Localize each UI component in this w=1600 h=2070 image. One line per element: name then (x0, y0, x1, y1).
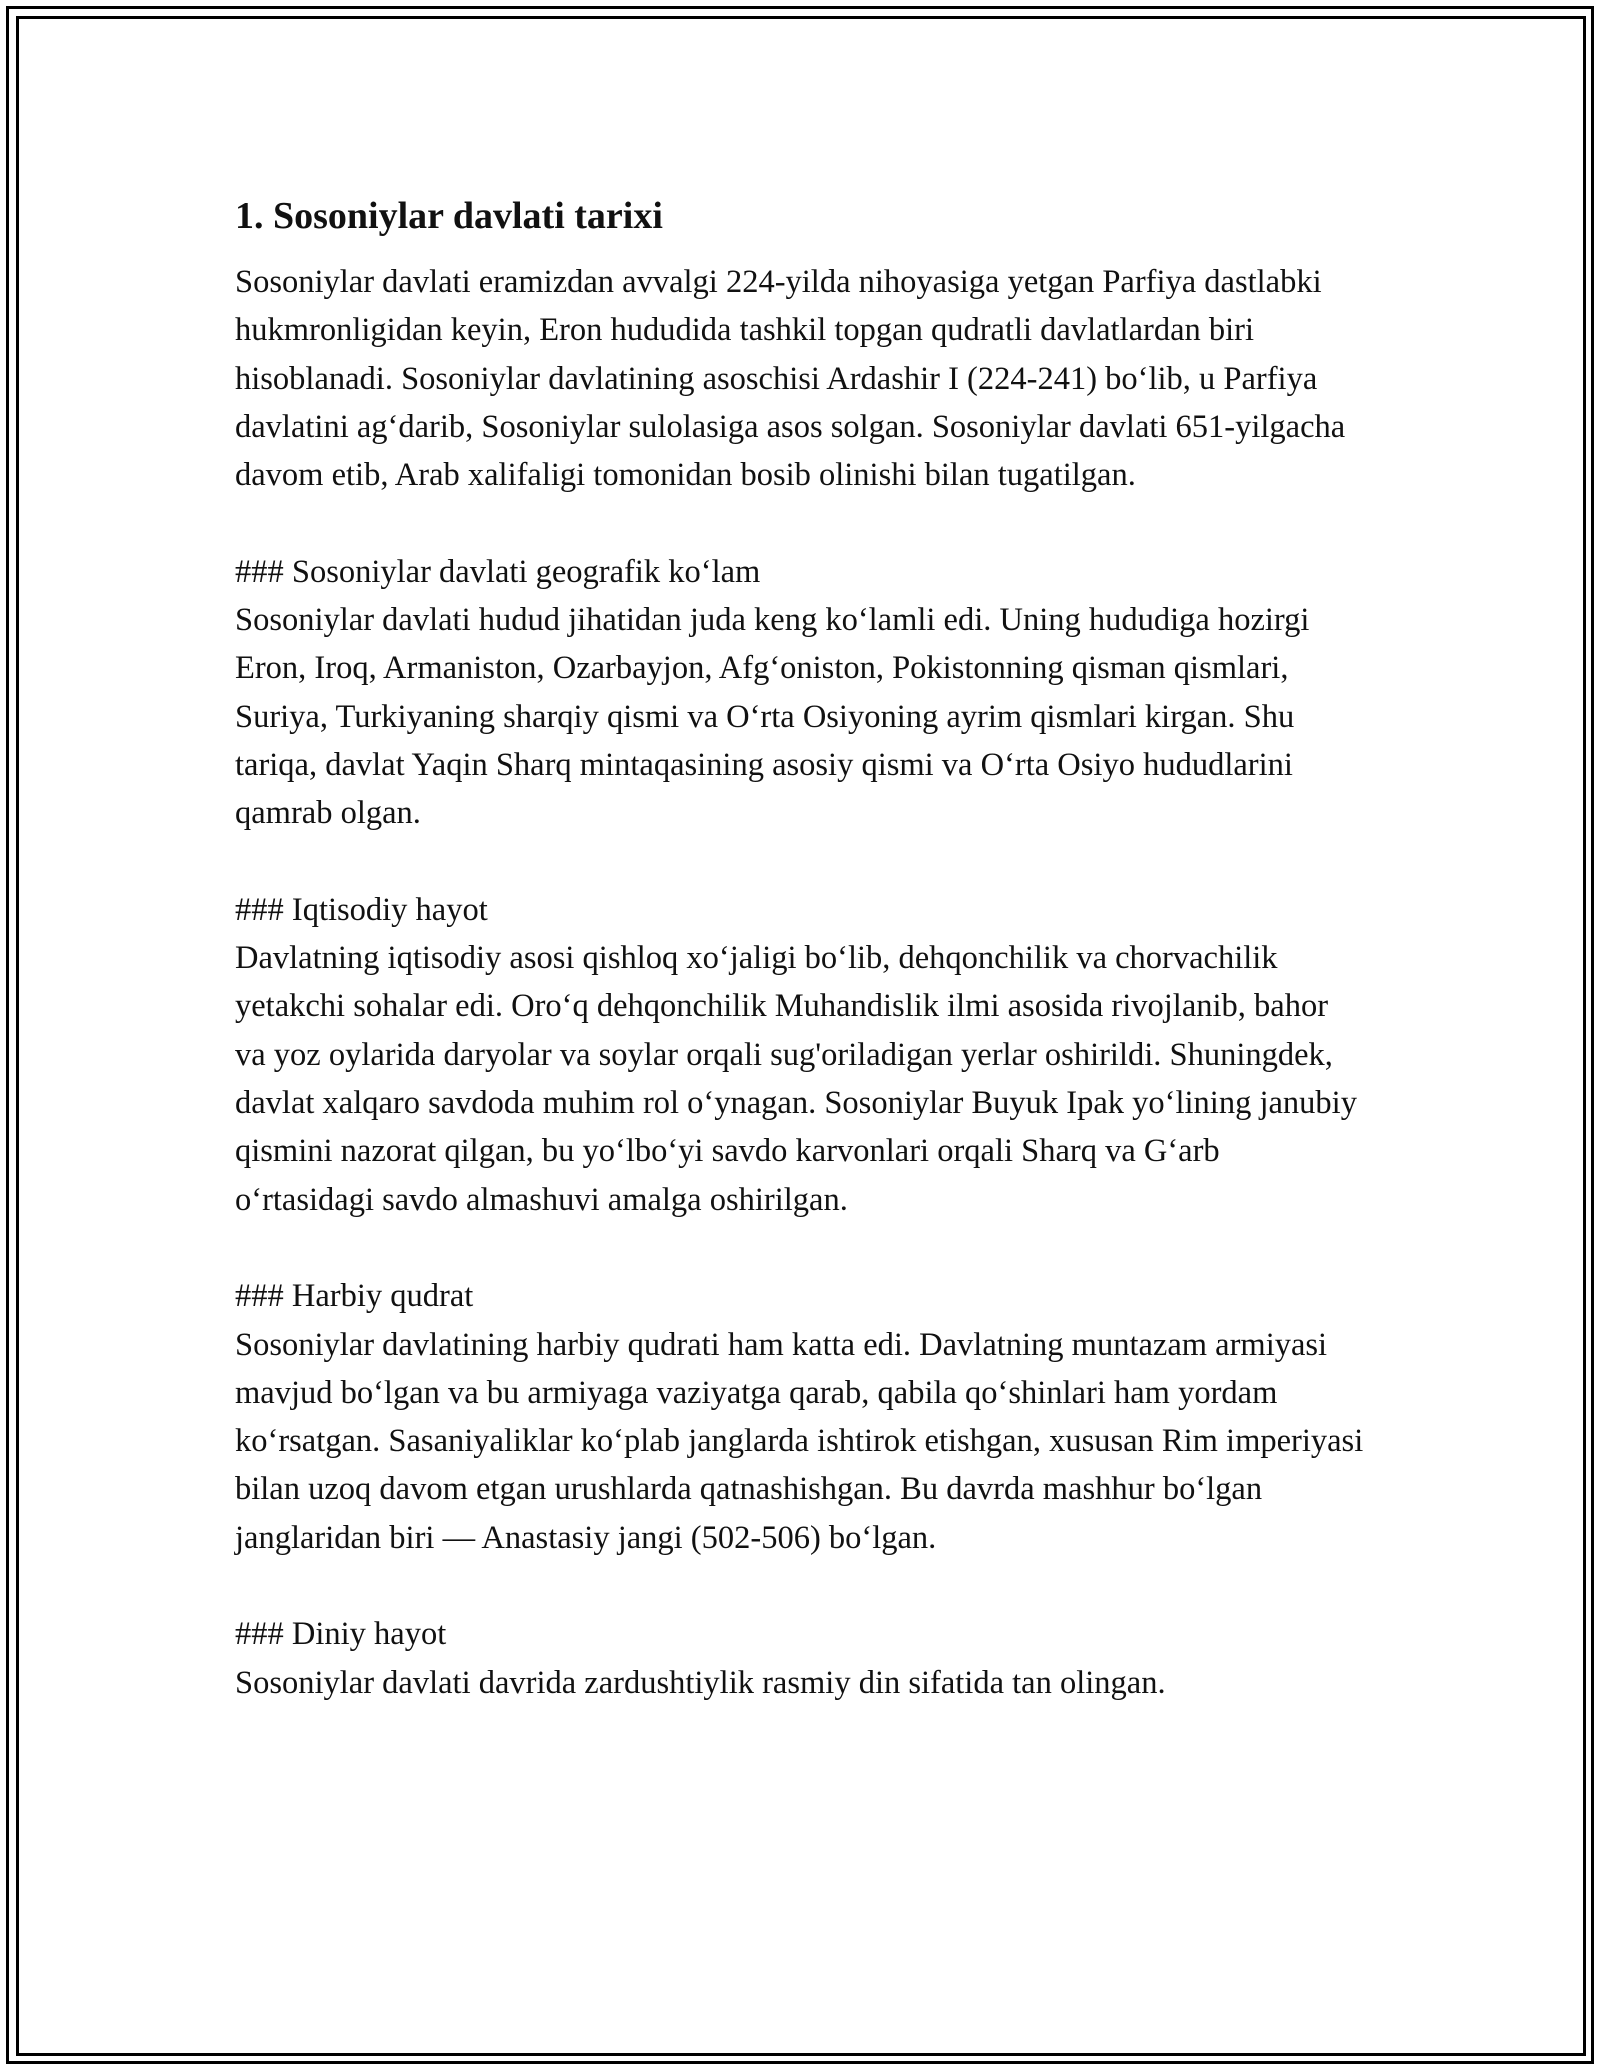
section-military (235, 1272, 1365, 1562)
section-geography (235, 548, 1365, 838)
document-title: 1. Sosoniylar davlati tarixi (235, 195, 663, 237)
intro-paragraph: Sosoniylar davlati eramizdan avvalgi 224-yilda nihoyasiga yetgan Parfiya dastlabki hukmronligidan keyin, Eron hududida tashkil topgan qudratli davlatlardan biri hisoblanadi. Sosoniylar davlatining asoschisi Ardashir I (224-241) bo‘lib, u Parfiya davlatini ag‘darib, Sosoniylar sulolasiga asos solgan. Sosoniylar davlati 651-yilgacha davom etib, Arab xalifaligi tomonidan bosib olinishi bilan tugatilgan. (235, 264, 1346, 494)
section-heading: ### Iqtisodiy hayot (235, 891, 488, 928)
section-heading: ### Diniy hayot (235, 1616, 447, 1653)
section-paragraph: Davlatning iqtisodiy asosi qishloq xo‘jaligi bo‘lib, dehqonchilik va chorvachilik yetakchi sohalar edi. Oro‘q dehqonchilik Muhandislik ilmi asosida rivojlanib, bahor va yoz oylarida daryolar va soylar orqali sug'oriladigan yerlar oshirildi. Shuningdek, davlat xalqaro savdoda muhim rol o‘ynagan. Sosoniylar Buyuk Ipak yo‘lining janubiy qismini nazorat qilgan, bu yo‘lbo‘yi savdo karvonlari orqali Sharq va G‘arb o‘rtasidagi savdo almashuvi amalga oshirilgan. (235, 940, 1357, 1218)
section-paragraph: Sosoniylar davlati davrida zardushtiylik rasmiy din sifatida tan olingan. (235, 1664, 1166, 1701)
section-heading: ### Sosoniylar davlati geografik ko‘lam (235, 553, 761, 590)
section-heading: ### Harbiy qudrat (235, 1278, 474, 1315)
section-economy (235, 886, 1365, 1224)
section-paragraph: Sosoniylar davlatining harbiy qudrati ham katta edi. Davlatning muntazam armiyasi mavjud bo‘lgan va bu armiyaga vaziyatga qarab, qabila qo‘shinlari ham yordam ko‘rsatgan. Sasaniyaliklar ko‘plab janglarda ishtirok etishgan, xususan Rim imperiyasi bilan uzoq davom etgan urushlarda qatnashishgan. Bu davrda mashhur bo‘lgan janglaridan biri — Anastasiy jangi (502-506) bo‘lgan. (235, 1326, 1364, 1556)
section-paragraph: Sosoniylar davlati hudud jihatidan juda keng ko‘lamli edi. Uning hududiga hozirgi Eron, Iroq, Armaniston, Ozarbayjon, Afg‘oniston, Pokistonning qisman qismlari, Suriya, Turkiyaning sharqiy qismi va O‘rta Osiyoning ayrim qismlari kirgan. Shu tariqa, davlat Yaqin Sharq mintaqasining asosiy qismi va O‘rta Osiyo hududlarini qamrab olgan. (235, 602, 1310, 832)
section-religion (235, 1610, 1365, 1707)
document-body (235, 188, 1365, 1707)
